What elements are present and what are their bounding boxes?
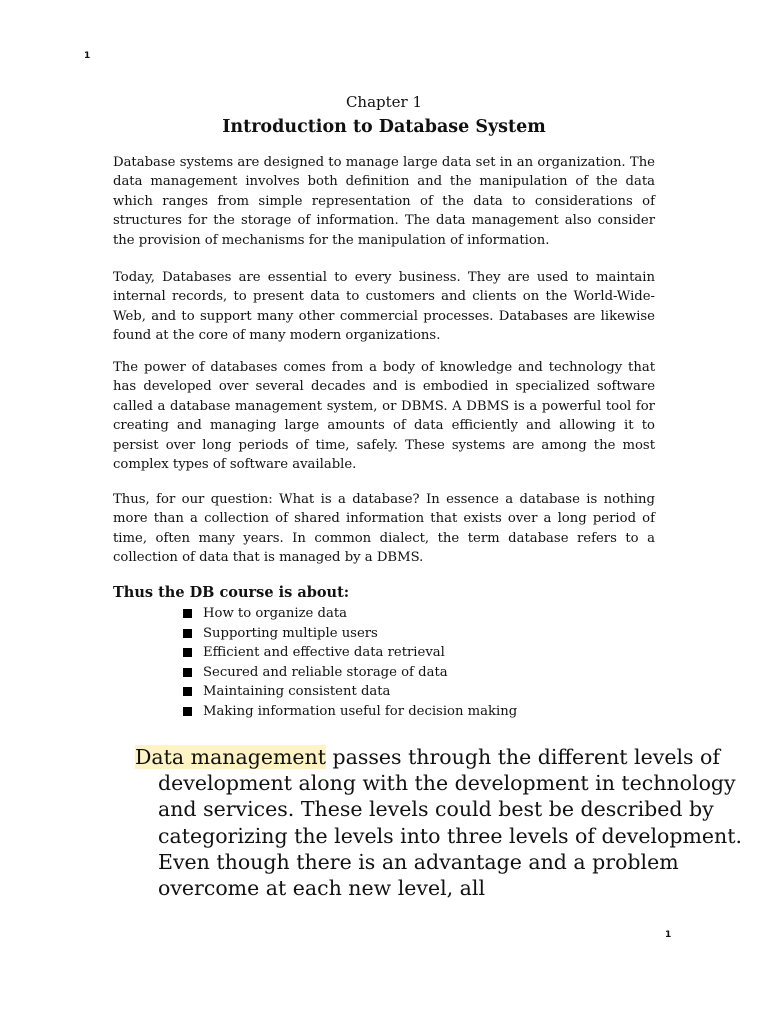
course-heading: Thus the DB course is about: [113, 584, 350, 601]
square-bullet-icon [183, 668, 192, 677]
square-bullet-icon [183, 629, 192, 638]
list-item [183, 604, 517, 624]
list-item-label: How to organize data [203, 606, 348, 621]
list-item [183, 643, 517, 663]
course-list [183, 604, 517, 721]
list-item-label: Making information useful for decision making [203, 703, 518, 719]
list-item [183, 682, 517, 702]
list-item-label: Supporting multiple users [203, 625, 378, 641]
page-number-bottom: 1 [665, 930, 672, 940]
chapter-label: Chapter 1 [345, 93, 423, 111]
paragraph-definition: Thus, for our question: What is a database? In essence a database is nothing more than a collection of shared information that exists over a long period of time, often many years. In common dialect, the term database refers to a collection of data that is managed by a DBMS. [113, 492, 655, 566]
paragraph-intro: Database systems are designed to manage large data set in an organization. The data management involves both definition and the manipulation of the data which ranges from simple representation of the data to considerations of structures for the storage of information. The data management also consider the provision of mechanisms for the manipulation of information. [113, 155, 655, 248]
data-management-paragraph [135, 744, 748, 901]
page-title: Introduction to Database System [222, 117, 546, 137]
square-bullet-icon [183, 707, 192, 716]
paragraph-power: The power of databases comes from a body of knowledge and technology that has developed over several decades and is embodied in specialized software called a database management system, or DBMS. A DBMS is a powerful tool for creating and managing large amounts of data efficiently and allowing it to persist over long periods of time, safely. These systems are among the most complex types of software available. [113, 360, 655, 473]
paragraph-business: Today, Databases are essential to every business. They are used to maintain internal records, to present data to customers and clients on the World-Wide-Web, and to support many other commercial processes. Databases are likewise found at the core of many modern organizations. [113, 270, 655, 344]
list-item-label: Efficient and effective data retrieval [203, 645, 445, 660]
highlighted-term[interactable]: Data management [135, 745, 326, 769]
page-number-top: 1 [84, 51, 91, 61]
list-item [183, 624, 517, 644]
list-item-label: Maintaining consistent data [203, 684, 391, 699]
list-item [183, 702, 517, 722]
square-bullet-icon [183, 609, 192, 618]
square-bullet-icon [183, 687, 192, 696]
paragraph-body: passes through the different levels of development along with the development in technology and services. These levels could best be described by categorizing the levels into three levels of development. Even though there is an advantage and a problem overcome at each new level, all [158, 745, 743, 901]
list-item-label: Secured and reliable storage of data [203, 664, 448, 680]
square-bullet-icon [183, 648, 192, 657]
list-item [183, 663, 517, 683]
